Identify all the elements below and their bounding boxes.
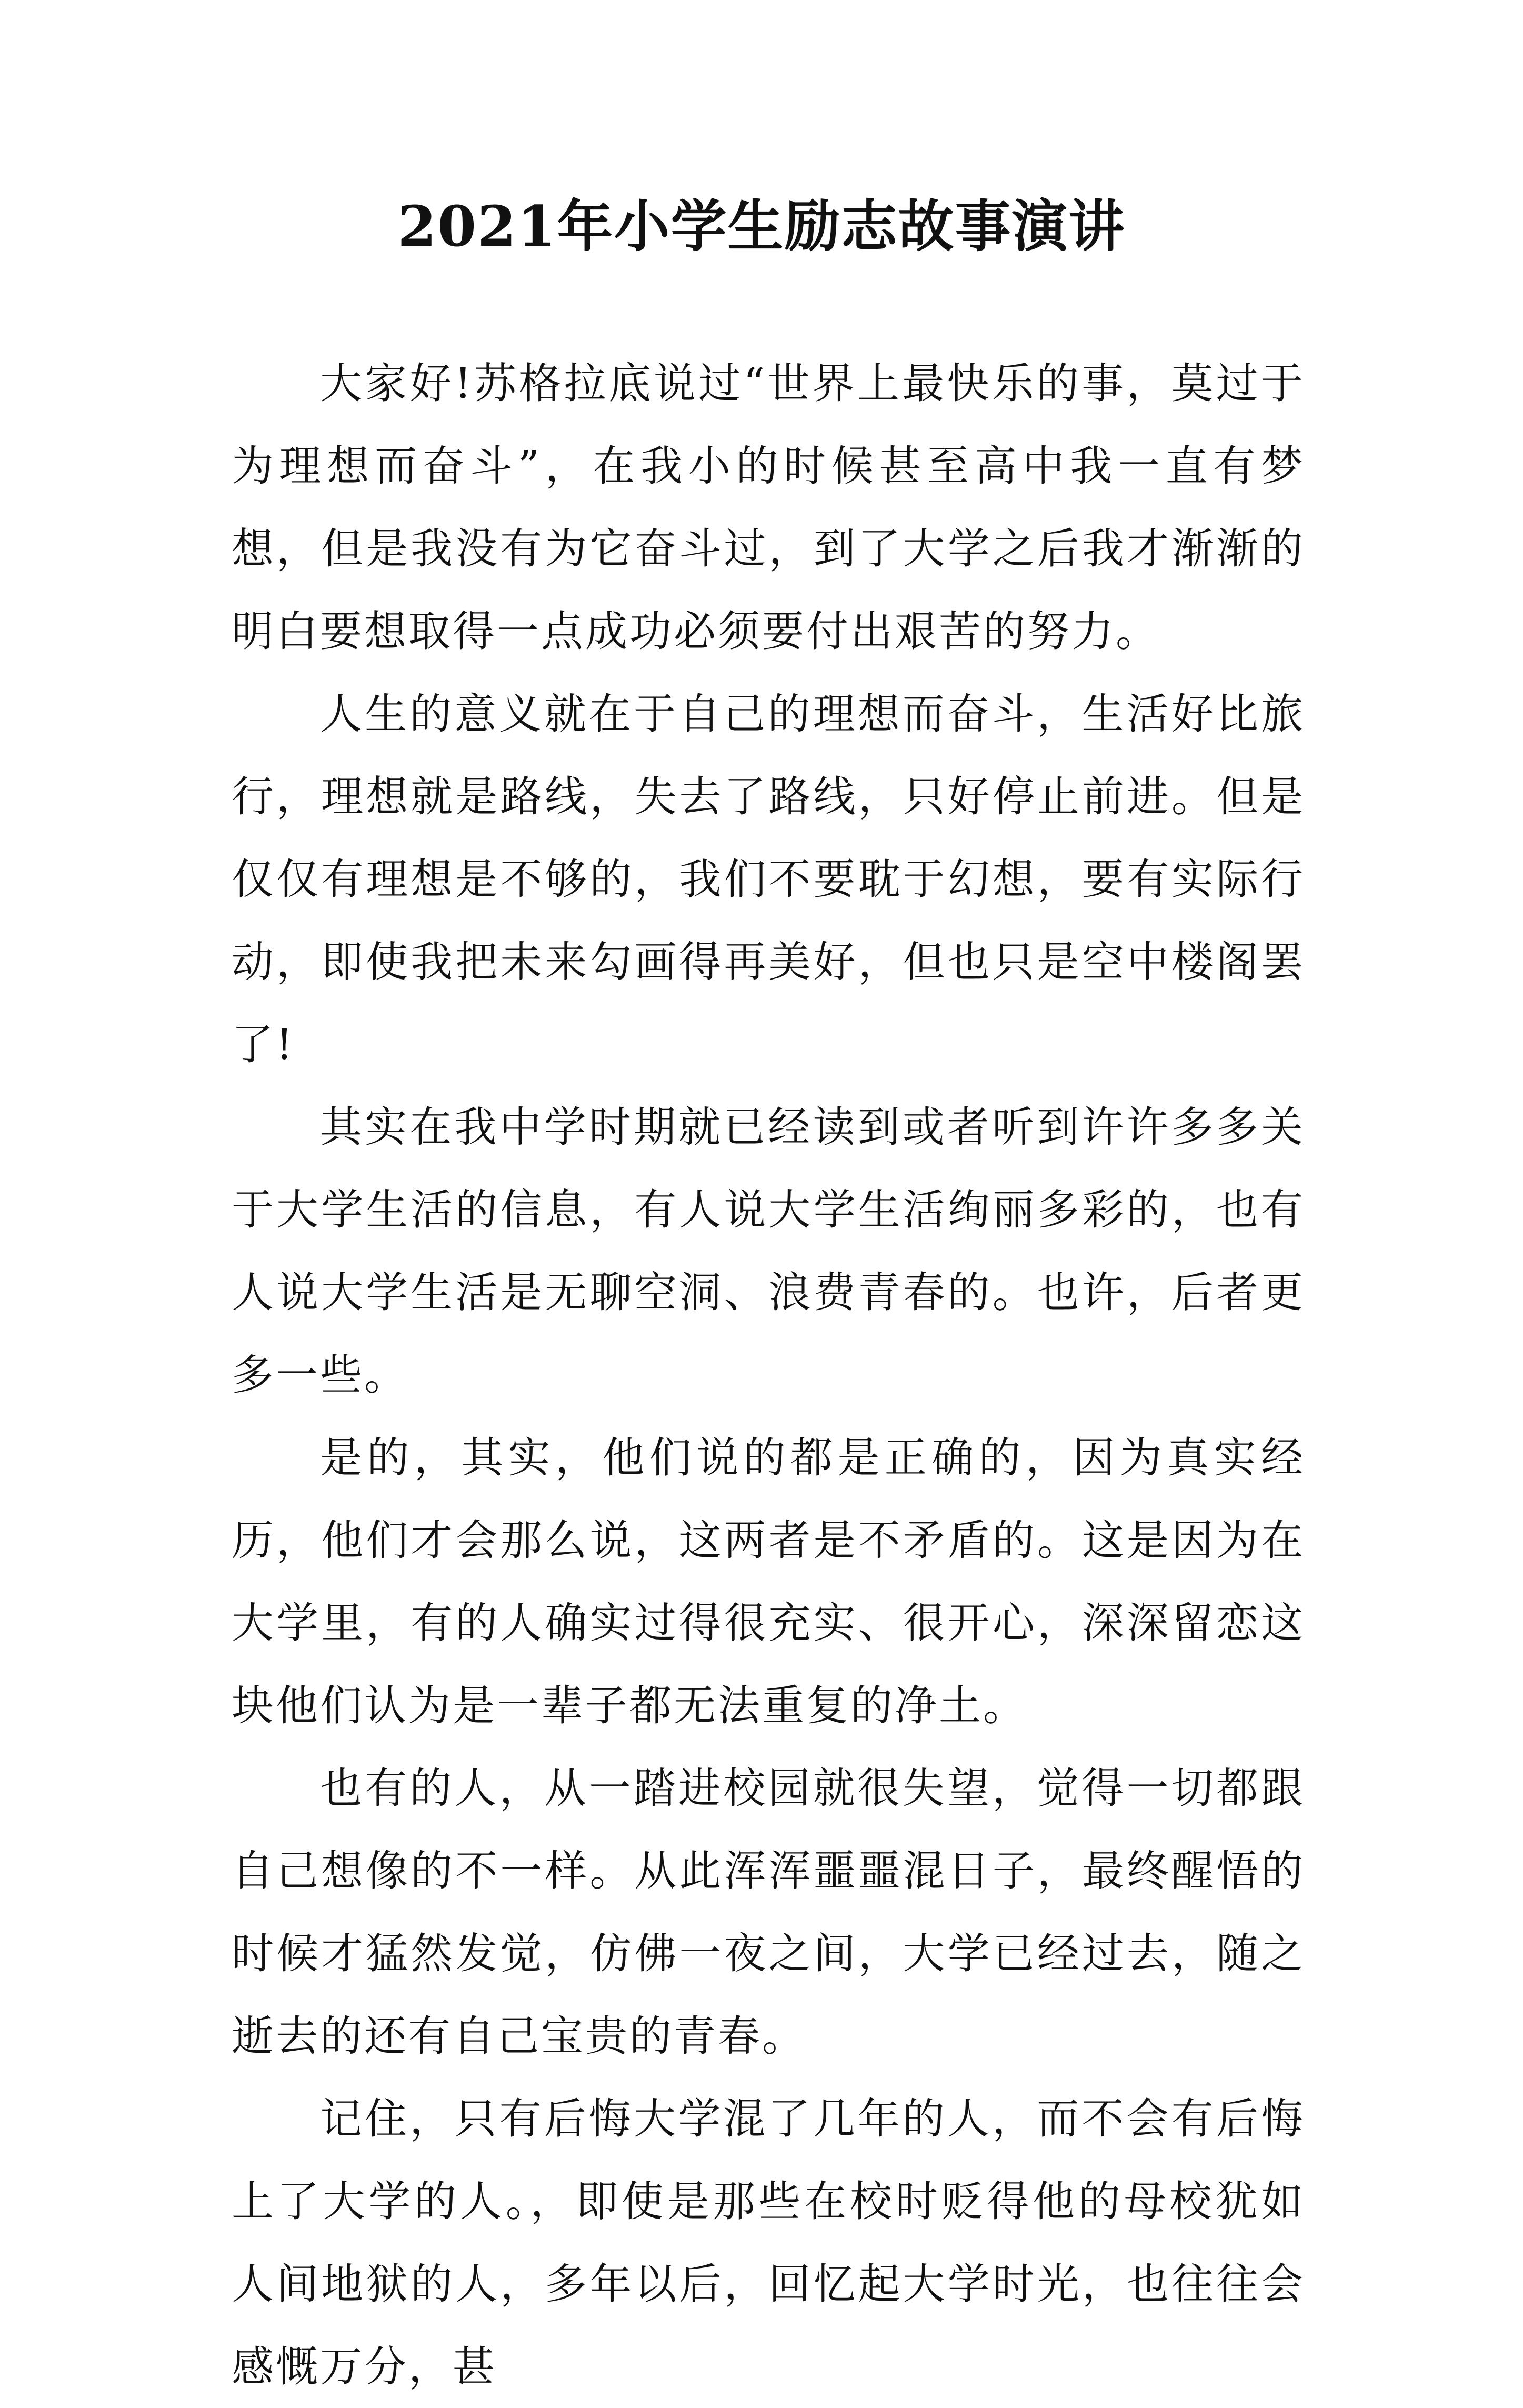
document-title: 2021年小学生励志故事演讲: [397, 193, 1126, 259]
paragraph: 也有的人，从一踏进校园就很失望，觉得一切都跟自己想像的不一样。从此浑浑噩噩混日子，最终醒悟的时候才猛然发觉，仿佛一夜之间，大学已经过去，随之逝去的还有自己宝贵的青春。: [232, 1764, 1305, 2061]
paragraph: 记住，只有后悔大学混了几年的人，而不会有后悔上了大学的人。，即使是那些在校时贬得他的母校犹如人间地狱的人，多年以后，回忆起大学时光，也往往会感慨万分，甚: [232, 2094, 1305, 2391]
document-body: [232, 342, 1305, 2408]
paragraph: 是的，其实，他们说的都是正确的，因为真实经历，他们才会那么说，这两者是不矛盾的。这是因为在大学里，有的人确实过得很充实、很开心，深深留恋这块他们认为是一辈子都无法重复的净土。: [232, 1433, 1305, 1730]
paragraph: 大家好!苏格拉底说过“世界上最快乐的事，莫过于为理想而奋斗”，在我小的时候甚至高中我一直有梦想，但是我没有为它奋斗过，到了大学之后我才渐渐的明白要想取得一点成功必须要付出艰苦的努力。: [232, 359, 1305, 656]
paragraph: 人生的意义就在于自己的理想而奋斗，生活好比旅行，理想就是路线，失去了路线，只好停止前进。但是仅仅有理想是不够的，我们不要耽于幻想，要有实际行动，即使我把未来勾画得再美好，但也只是空中楼阁罢了!: [232, 690, 1305, 1069]
paragraph: 其实在我中学时期就已经读到或者听到许许多多关于大学生活的信息，有人说大学生活绚丽多彩的，也有人说大学生活是无聊空洞、浪费青春的。也许，后者更多一些。: [232, 1103, 1305, 1400]
